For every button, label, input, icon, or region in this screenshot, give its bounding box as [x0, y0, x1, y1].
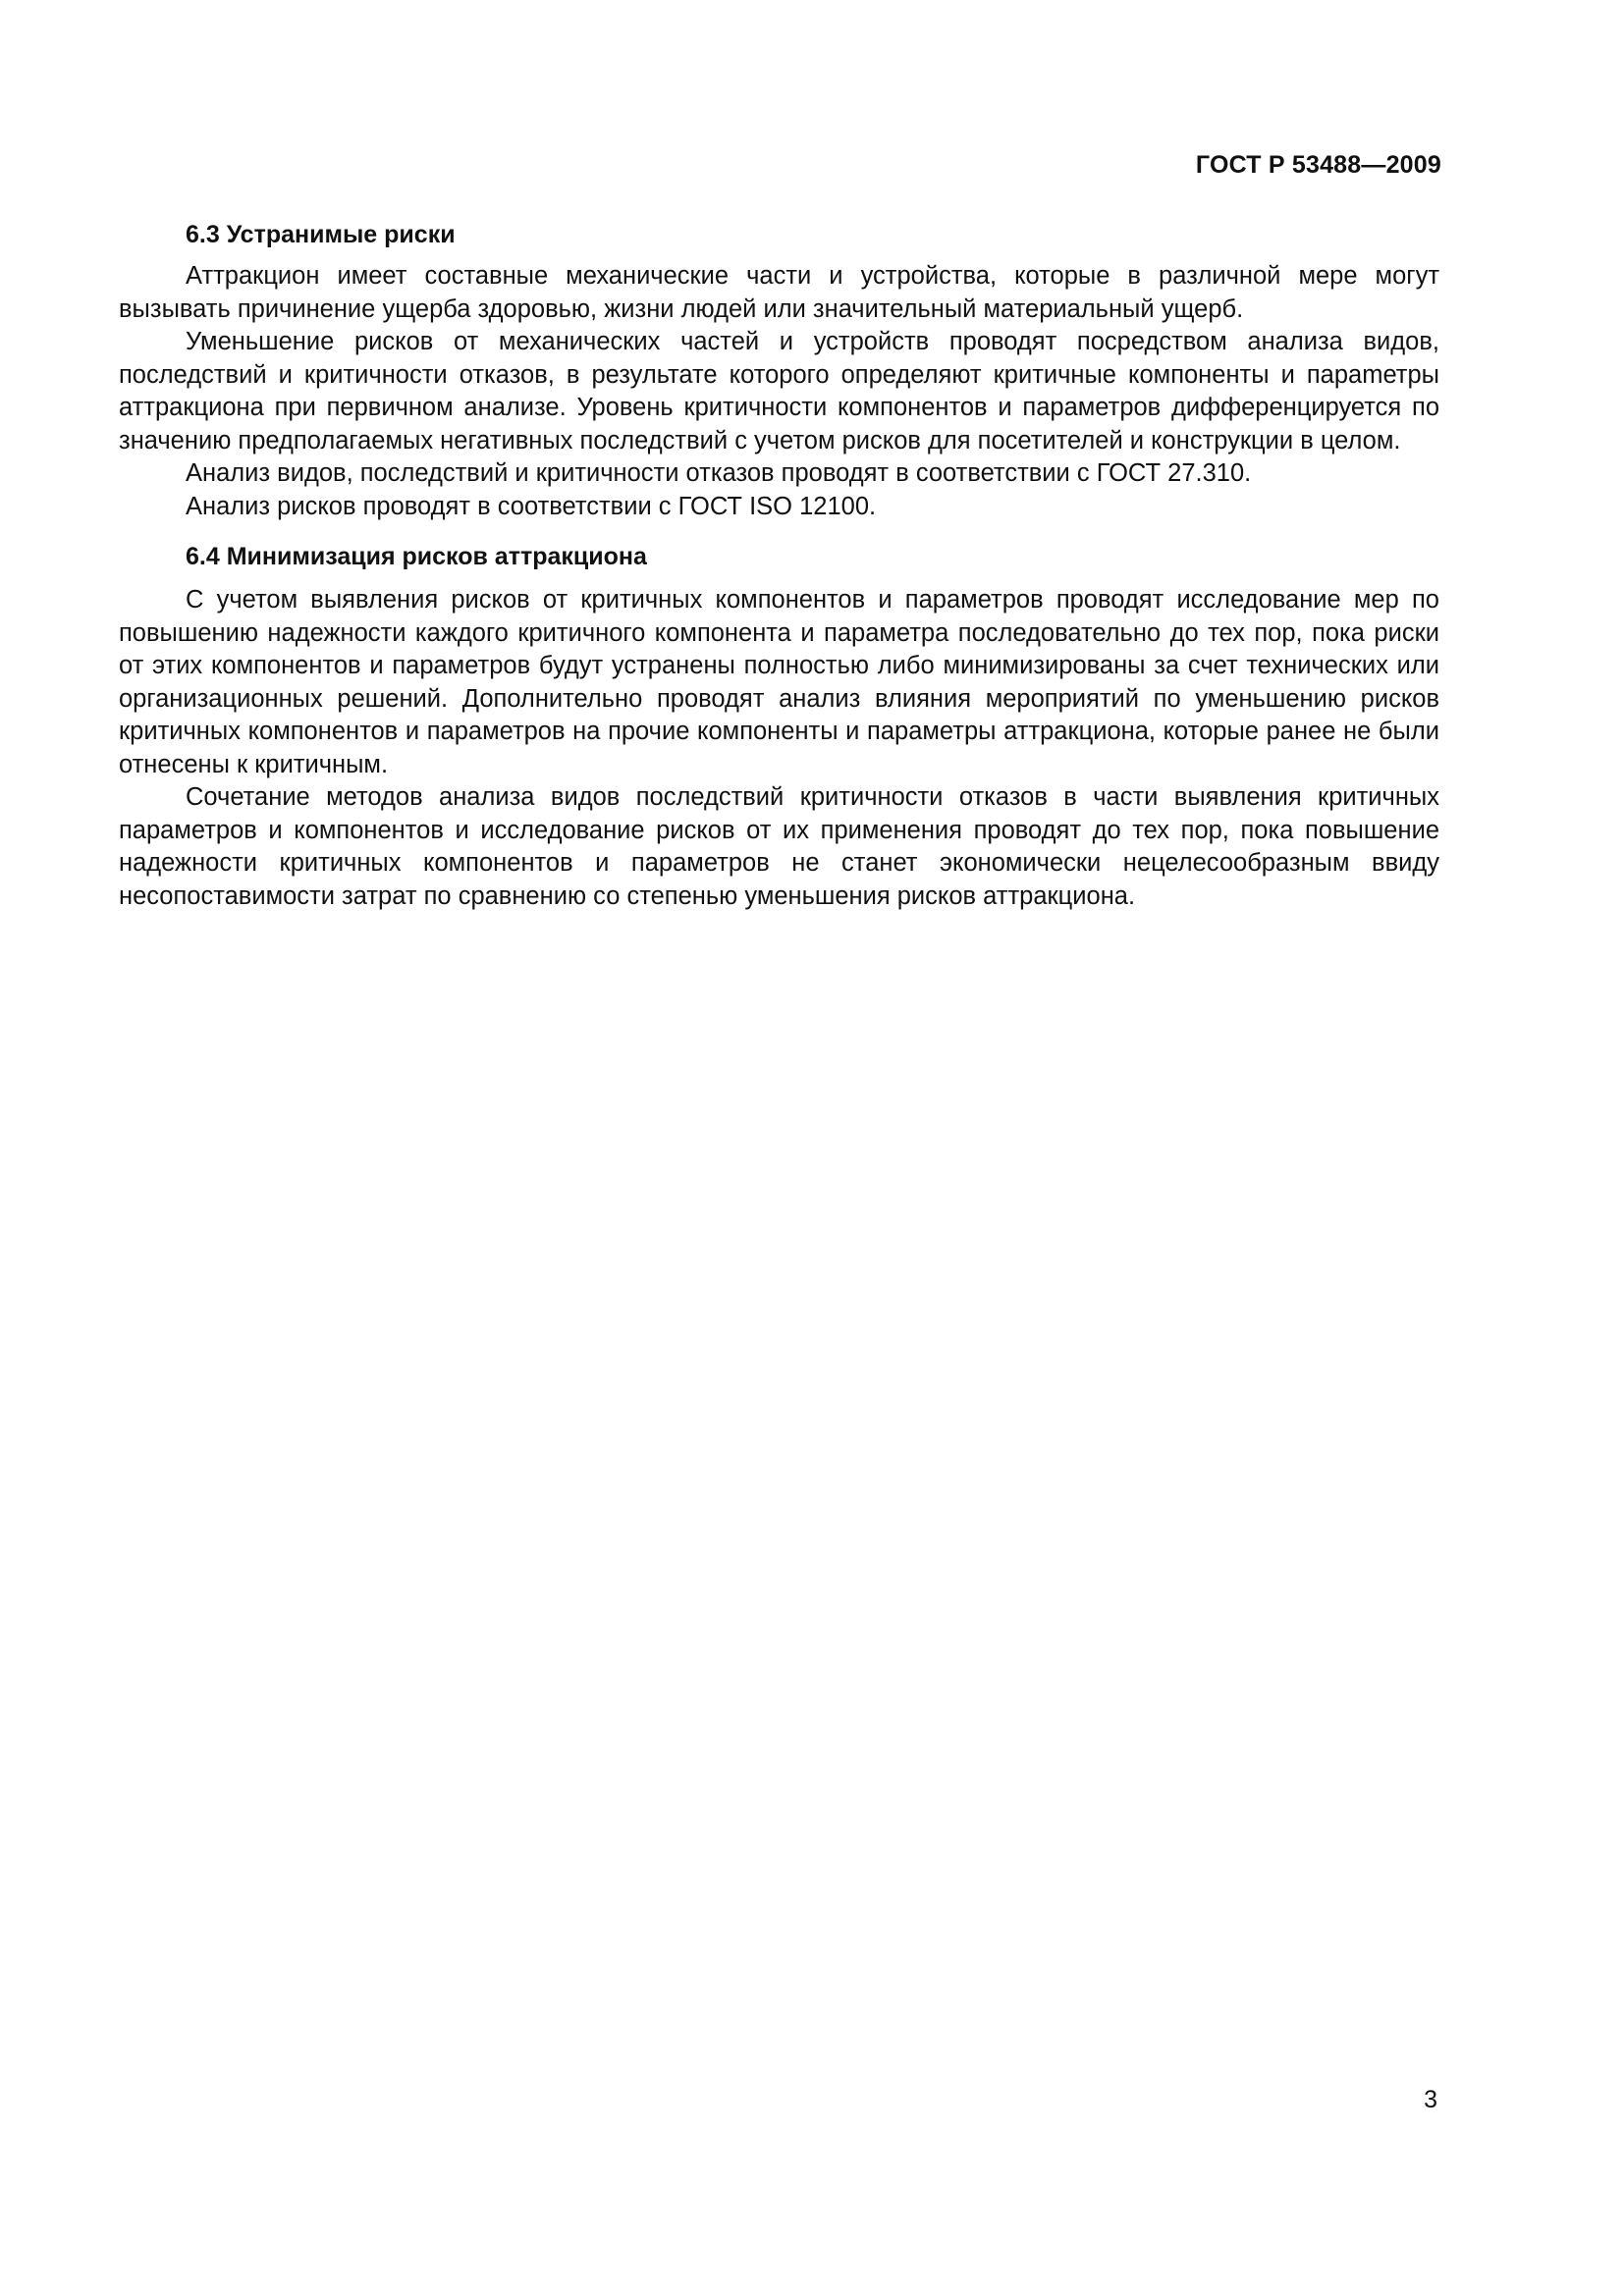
page-content	[119, 218, 1439, 913]
section-heading-6-3: 6.3 Устранимые риски	[186, 221, 456, 248]
page-number: 3	[1424, 2086, 1437, 2113]
section-heading-6-4: 6.4 Минимизация рисков аттракциона	[186, 543, 647, 570]
paragraph-6-3-4: Анализ рисков проводят в соответствии с ГОСТ ISO 12100.	[186, 492, 877, 520]
document-code: ГОСТ Р 53488—2009	[1195, 151, 1441, 179]
paragraph-6-4-2: Сочетание методов анализа видов последствий критичности отказов в части выявления критичных параметров и компонентов и исследование рисков от их применения проводят до тех пор, пока повышение надежности критичных компонентов и параметров не станет экономически нецелесообразным ввиду несопоставимости затрат по сравнению со степенью уменьшения рисков аттракциона.	[119, 783, 1439, 910]
paragraph-6-3-2: Уменьшение рисков от механических частей и устройств проводят посредством анализа видов, последствий и критичности отказов, в результате которого определяют критичные компоненты и параmетры аттракциона при первичном анализе. Уровень критичности компонентов и параметров дифференцируется по значению предполагаемых негативных последствий с учетом рисков для посетителей и конструкции в целом.	[119, 328, 1439, 454]
paragraph-6-3-1: Аттракцион имеет составные механические части и устройства, которые в различной мере могут вызывать причинение ущерба здоровью, жизни людей или значительный материальный ущерб.	[119, 262, 1439, 323]
paragraph-6-4-1: С учетом выявления рисков от критичных компонентов и параметров проводят исследование мер по повышению надежности каждого критичного компонента и параметра последовательно до тех пор, пока риски от этих компонентов и параметров будут устранены полностью либо минимизированы за счет технических или организационных решений. Дополнительно проводят анализ влияния мероприятий по уменьшению рисков критичных компонентов и параметров на прочие компоненты и параметры аттракциона, которые ранее не были отнесены к критичным.	[119, 586, 1439, 778]
paragraph-6-3-3: Анализ видов, последствий и критичности отказов проводят в соответствии с ГОСТ 27.310.	[186, 459, 1252, 487]
